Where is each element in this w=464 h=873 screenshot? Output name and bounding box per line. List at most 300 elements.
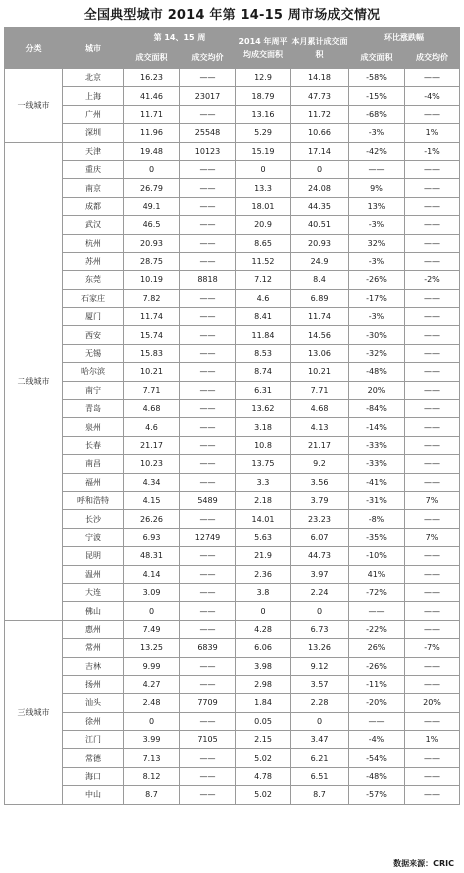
avg-2014-cell: 10.8 (236, 436, 291, 454)
header-avg-2014: 2014 年周平均成交面积 (236, 28, 291, 69)
category-cell: 二线城市 (5, 142, 63, 620)
week-price-cell: —— (180, 786, 236, 804)
change-price-cell: 1% (405, 124, 460, 142)
week-price-cell: 5489 (180, 491, 236, 509)
avg-2014-cell: 0.05 (236, 712, 291, 730)
city-cell: 呼和浩特 (63, 491, 124, 509)
change-area-cell: -26% (349, 657, 405, 675)
city-cell: 佛山 (63, 602, 124, 620)
week-area-cell: 28.75 (124, 252, 180, 270)
change-price-cell: -7% (405, 639, 460, 657)
week-price-cell: —— (180, 620, 236, 638)
avg-2014-cell: 15.19 (236, 142, 291, 160)
avg-2014-cell: 5.02 (236, 786, 291, 804)
week-area-cell: 49.1 (124, 197, 180, 215)
week-price-cell: —— (180, 160, 236, 178)
week-area-cell: 41.46 (124, 87, 180, 105)
city-cell: 徐州 (63, 712, 124, 730)
table-row (5, 289, 460, 307)
change-price-cell: —— (405, 786, 460, 804)
avg-2014-cell: 8.74 (236, 363, 291, 381)
week-area-cell: 48.31 (124, 547, 180, 565)
week-area-cell: 7.71 (124, 381, 180, 399)
change-area-cell: -26% (349, 271, 405, 289)
avg-2014-cell: 3.3 (236, 473, 291, 491)
month-total-cell: 4.13 (291, 418, 349, 436)
table-row (5, 547, 460, 565)
week-area-cell: 4.6 (124, 418, 180, 436)
month-total-cell: 10.21 (291, 363, 349, 381)
change-price-cell: —— (405, 436, 460, 454)
month-total-cell: 13.06 (291, 344, 349, 362)
city-cell: 杭州 (63, 234, 124, 252)
table-row (5, 363, 460, 381)
avg-2014-cell: 6.31 (236, 381, 291, 399)
change-price-cell: —— (405, 602, 460, 620)
city-cell: 扬州 (63, 675, 124, 693)
avg-2014-cell: 5.02 (236, 749, 291, 767)
city-cell: 上海 (63, 87, 124, 105)
table-row (5, 87, 460, 105)
week-price-cell: —— (180, 583, 236, 601)
week-price-cell: —— (180, 418, 236, 436)
table-row (5, 326, 460, 344)
table-row (5, 786, 460, 804)
change-price-cell: —— (405, 363, 460, 381)
table-row (5, 105, 460, 123)
table-row (5, 400, 460, 418)
week-price-cell: —— (180, 289, 236, 307)
city-cell: 天津 (63, 142, 124, 160)
week-price-cell: 8818 (180, 271, 236, 289)
week-price-cell: —— (180, 547, 236, 565)
page-title: 全国典型城市 2014 年第 14-15 周市场成交情况 (83, 8, 381, 23)
table-row (5, 620, 460, 638)
month-total-cell: 7.71 (291, 381, 349, 399)
table-row (5, 142, 460, 160)
table-row (5, 308, 460, 326)
change-price-cell: —— (405, 344, 460, 362)
city-cell: 吉林 (63, 657, 124, 675)
city-cell: 成都 (63, 197, 124, 215)
week-price-cell: —— (180, 565, 236, 583)
city-cell: 常州 (63, 639, 124, 657)
avg-2014-cell: 13.62 (236, 400, 291, 418)
month-total-cell: 6.07 (291, 528, 349, 546)
table-row (5, 179, 460, 197)
table-row (5, 124, 460, 142)
table-row (5, 252, 460, 270)
change-area-cell: -32% (349, 344, 405, 362)
change-area-cell: -8% (349, 510, 405, 528)
change-area-cell: 26% (349, 639, 405, 657)
table-row (5, 491, 460, 509)
city-cell: 江门 (63, 731, 124, 749)
avg-2014-cell: 2.98 (236, 675, 291, 693)
avg-2014-cell: 3.18 (236, 418, 291, 436)
avg-2014-cell: 7.12 (236, 271, 291, 289)
week-price-cell: —— (180, 105, 236, 123)
week-area-cell: 20.93 (124, 234, 180, 252)
month-total-cell: 14.56 (291, 326, 349, 344)
city-cell: 长春 (63, 436, 124, 454)
week-area-cell: 0 (124, 712, 180, 730)
week-price-cell: —— (180, 363, 236, 381)
change-area-cell: -11% (349, 675, 405, 693)
change-price-cell: 1% (405, 731, 460, 749)
table-row (5, 234, 460, 252)
avg-2014-cell: 8.53 (236, 344, 291, 362)
avg-2014-cell: 14.01 (236, 510, 291, 528)
change-area-cell: -20% (349, 694, 405, 712)
change-area-cell: -41% (349, 473, 405, 491)
change-price-cell: —— (405, 69, 460, 87)
avg-2014-cell: 11.52 (236, 252, 291, 270)
week-price-cell: —— (180, 216, 236, 234)
change-price-cell: -1% (405, 142, 460, 160)
change-area-cell: -15% (349, 87, 405, 105)
table-row (5, 675, 460, 693)
week-area-cell: 6.93 (124, 528, 180, 546)
month-total-cell: 14.18 (291, 69, 349, 87)
week-area-cell: 0 (124, 160, 180, 178)
week-price-cell: —— (180, 712, 236, 730)
week-price-cell: 12749 (180, 528, 236, 546)
change-area-cell: -72% (349, 583, 405, 601)
change-area-cell: -54% (349, 749, 405, 767)
change-area-cell: —— (349, 712, 405, 730)
month-total-cell: 44.35 (291, 197, 349, 215)
avg-2014-cell: 2.15 (236, 731, 291, 749)
avg-2014-cell: 1.84 (236, 694, 291, 712)
city-cell: 中山 (63, 786, 124, 804)
change-price-cell: —— (405, 234, 460, 252)
week-area-cell: 0 (124, 602, 180, 620)
table-row (5, 216, 460, 234)
change-area-cell: -14% (349, 418, 405, 436)
month-total-cell: 3.57 (291, 675, 349, 693)
city-cell: 武汉 (63, 216, 124, 234)
change-area-cell: -48% (349, 767, 405, 785)
city-cell: 宁波 (63, 528, 124, 546)
change-area-cell: -30% (349, 326, 405, 344)
header-change-area: 成交面积 (349, 47, 405, 69)
week-price-cell: —— (180, 510, 236, 528)
week-area-cell: 15.83 (124, 344, 180, 362)
table-row (5, 418, 460, 436)
table-row (5, 436, 460, 454)
table-row (5, 344, 460, 362)
month-total-cell: 10.66 (291, 124, 349, 142)
week-area-cell: 3.99 (124, 731, 180, 749)
header-category: 分类 (5, 28, 63, 69)
week-area-cell: 7.49 (124, 620, 180, 638)
avg-2014-cell: 0 (236, 160, 291, 178)
change-price-cell: —— (405, 289, 460, 307)
table-row (5, 657, 460, 675)
avg-2014-cell: 2.18 (236, 491, 291, 509)
change-area-cell: -10% (349, 547, 405, 565)
month-total-cell: 6.89 (291, 289, 349, 307)
month-total-cell: 23.23 (291, 510, 349, 528)
week-area-cell: 10.19 (124, 271, 180, 289)
city-cell: 温州 (63, 565, 124, 583)
avg-2014-cell: 21.9 (236, 547, 291, 565)
table-row (5, 381, 460, 399)
week-price-cell: —— (180, 602, 236, 620)
avg-2014-cell: 3.8 (236, 583, 291, 601)
month-total-cell: 20.93 (291, 234, 349, 252)
change-area-cell: -58% (349, 69, 405, 87)
change-area-cell: -84% (349, 400, 405, 418)
change-price-cell: —— (405, 160, 460, 178)
city-cell: 长沙 (63, 510, 124, 528)
table-row (5, 712, 460, 730)
city-cell: 重庆 (63, 160, 124, 178)
table-row (5, 528, 460, 546)
change-price-cell: —— (405, 565, 460, 583)
avg-2014-cell: 13.16 (236, 105, 291, 123)
avg-2014-cell: 18.79 (236, 87, 291, 105)
change-price-cell: —— (405, 583, 460, 601)
table-row (5, 731, 460, 749)
category-cell: 三线城市 (5, 620, 63, 804)
avg-2014-cell: 11.84 (236, 326, 291, 344)
month-total-cell: 3.47 (291, 731, 349, 749)
city-cell: 常德 (63, 749, 124, 767)
month-total-cell: 0 (291, 712, 349, 730)
month-total-cell: 6.21 (291, 749, 349, 767)
city-cell: 哈尔滨 (63, 363, 124, 381)
avg-2014-cell: 0 (236, 602, 291, 620)
month-total-cell: 40.51 (291, 216, 349, 234)
month-total-cell: 8.4 (291, 271, 349, 289)
change-area-cell: -4% (349, 731, 405, 749)
city-cell: 广州 (63, 105, 124, 123)
change-price-cell: —— (405, 712, 460, 730)
city-cell: 福州 (63, 473, 124, 491)
change-area-cell: 20% (349, 381, 405, 399)
city-cell: 南宁 (63, 381, 124, 399)
change-area-cell: —— (349, 602, 405, 620)
week-area-cell: 2.48 (124, 694, 180, 712)
table-row (5, 455, 460, 473)
week-price-cell: —— (180, 436, 236, 454)
week-area-cell: 4.27 (124, 675, 180, 693)
week-area-cell: 8.7 (124, 786, 180, 804)
month-total-cell: 11.72 (291, 105, 349, 123)
change-price-cell: —— (405, 547, 460, 565)
table-row (5, 749, 460, 767)
change-price-cell: —— (405, 216, 460, 234)
header-change-price: 成交均价 (405, 47, 460, 69)
week-area-cell: 4.34 (124, 473, 180, 491)
change-area-cell: -68% (349, 105, 405, 123)
week-price-cell: —— (180, 326, 236, 344)
avg-2014-cell: 12.9 (236, 69, 291, 87)
header-week-price: 成交均价 (180, 47, 236, 69)
week-area-cell: 4.14 (124, 565, 180, 583)
change-area-cell: —— (349, 160, 405, 178)
city-cell: 大连 (63, 583, 124, 601)
change-price-cell: —— (405, 473, 460, 491)
city-cell: 苏州 (63, 252, 124, 270)
table-row (5, 473, 460, 491)
week-area-cell: 3.09 (124, 583, 180, 601)
week-area-cell: 8.12 (124, 767, 180, 785)
change-area-cell: -3% (349, 308, 405, 326)
change-area-cell: -3% (349, 124, 405, 142)
change-area-cell: -31% (349, 491, 405, 509)
week-area-cell: 4.15 (124, 491, 180, 509)
week-area-cell: 4.68 (124, 400, 180, 418)
header-week-area: 成交面积 (124, 47, 180, 69)
change-price-cell: —— (405, 326, 460, 344)
week-price-cell: —— (180, 234, 236, 252)
city-cell: 厦门 (63, 308, 124, 326)
week-price-cell: —— (180, 344, 236, 362)
header-city: 城市 (63, 28, 124, 69)
change-price-cell: —— (405, 455, 460, 473)
header-week-group: 第 14、15 周 (124, 28, 236, 47)
week-area-cell: 15.74 (124, 326, 180, 344)
city-cell: 海口 (63, 767, 124, 785)
week-price-cell: —— (180, 675, 236, 693)
change-area-cell: -33% (349, 436, 405, 454)
month-total-cell: 0 (291, 602, 349, 620)
city-cell: 泉州 (63, 418, 124, 436)
week-area-cell: 10.23 (124, 455, 180, 473)
week-price-cell: —— (180, 179, 236, 197)
table-row (5, 767, 460, 785)
week-area-cell: 11.96 (124, 124, 180, 142)
month-total-cell: 13.26 (291, 639, 349, 657)
month-total-cell: 9.2 (291, 455, 349, 473)
city-cell: 无锡 (63, 344, 124, 362)
avg-2014-cell: 3.98 (236, 657, 291, 675)
table-row (5, 69, 460, 87)
change-price-cell: —— (405, 179, 460, 197)
avg-2014-cell: 6.06 (236, 639, 291, 657)
change-price-cell: —— (405, 252, 460, 270)
change-price-cell: —— (405, 400, 460, 418)
change-price-cell: —— (405, 510, 460, 528)
week-area-cell: 21.17 (124, 436, 180, 454)
avg-2014-cell: 4.28 (236, 620, 291, 638)
change-area-cell: -33% (349, 455, 405, 473)
week-price-cell: —— (180, 749, 236, 767)
change-price-cell: —— (405, 418, 460, 436)
change-price-cell: —— (405, 381, 460, 399)
source-note: 数据来源：CRIC (393, 859, 454, 868)
table-row (5, 510, 460, 528)
change-price-cell: 7% (405, 528, 460, 546)
table-row (5, 197, 460, 215)
week-price-cell: —— (180, 252, 236, 270)
avg-2014-cell: 18.01 (236, 197, 291, 215)
avg-2014-cell: 8.41 (236, 308, 291, 326)
month-total-cell: 3.97 (291, 565, 349, 583)
change-price-cell: —— (405, 767, 460, 785)
month-total-cell: 6.73 (291, 620, 349, 638)
week-area-cell: 19.48 (124, 142, 180, 160)
avg-2014-cell: 4.78 (236, 767, 291, 785)
week-price-cell: 23017 (180, 87, 236, 105)
change-price-cell: 7% (405, 491, 460, 509)
month-total-cell: 24.9 (291, 252, 349, 270)
city-cell: 南京 (63, 179, 124, 197)
week-price-cell: —— (180, 69, 236, 87)
change-area-cell: 9% (349, 179, 405, 197)
week-price-cell: —— (180, 767, 236, 785)
week-area-cell: 46.5 (124, 216, 180, 234)
month-total-cell: 9.12 (291, 657, 349, 675)
avg-2014-cell: 2.36 (236, 565, 291, 583)
week-area-cell: 11.74 (124, 308, 180, 326)
avg-2014-cell: 13.75 (236, 455, 291, 473)
month-total-cell: 44.73 (291, 547, 349, 565)
week-area-cell: 13.25 (124, 639, 180, 657)
change-price-cell: —— (405, 308, 460, 326)
change-area-cell: 13% (349, 197, 405, 215)
week-price-cell: —— (180, 381, 236, 399)
change-area-cell: -57% (349, 786, 405, 804)
table-row (5, 160, 460, 178)
city-cell: 西安 (63, 326, 124, 344)
change-price-cell: -4% (405, 87, 460, 105)
city-cell: 惠州 (63, 620, 124, 638)
week-area-cell: 10.21 (124, 363, 180, 381)
month-total-cell: 3.79 (291, 491, 349, 509)
week-price-cell: —— (180, 657, 236, 675)
change-price-cell: —— (405, 657, 460, 675)
change-price-cell: —— (405, 675, 460, 693)
avg-2014-cell: 8.65 (236, 234, 291, 252)
month-total-cell: 0 (291, 160, 349, 178)
avg-2014-cell: 20.9 (236, 216, 291, 234)
category-cell: 一线城市 (5, 69, 63, 143)
change-area-cell: -42% (349, 142, 405, 160)
table-body (5, 69, 460, 805)
week-price-cell: 25548 (180, 124, 236, 142)
change-area-cell: -3% (349, 252, 405, 270)
table-row (5, 271, 460, 289)
header-month-total: 本月累计成交面积 (291, 28, 349, 69)
week-area-cell: 11.71 (124, 105, 180, 123)
table-header (5, 28, 460, 69)
change-area-cell: -35% (349, 528, 405, 546)
week-area-cell: 26.26 (124, 510, 180, 528)
week-price-cell: 6839 (180, 639, 236, 657)
change-area-cell: -48% (349, 363, 405, 381)
week-area-cell: 16.23 (124, 69, 180, 87)
change-price-cell: —— (405, 749, 460, 767)
month-total-cell: 8.7 (291, 786, 349, 804)
week-price-cell: 10123 (180, 142, 236, 160)
month-total-cell: 24.08 (291, 179, 349, 197)
week-price-cell: —— (180, 308, 236, 326)
month-total-cell: 2.28 (291, 694, 349, 712)
week-price-cell: —— (180, 455, 236, 473)
month-total-cell: 4.68 (291, 400, 349, 418)
change-price-cell: —— (405, 620, 460, 638)
month-total-cell: 21.17 (291, 436, 349, 454)
change-price-cell: 20% (405, 694, 460, 712)
city-cell: 昆明 (63, 547, 124, 565)
month-total-cell: 6.51 (291, 767, 349, 785)
change-area-cell: -17% (349, 289, 405, 307)
month-total-cell: 3.56 (291, 473, 349, 491)
